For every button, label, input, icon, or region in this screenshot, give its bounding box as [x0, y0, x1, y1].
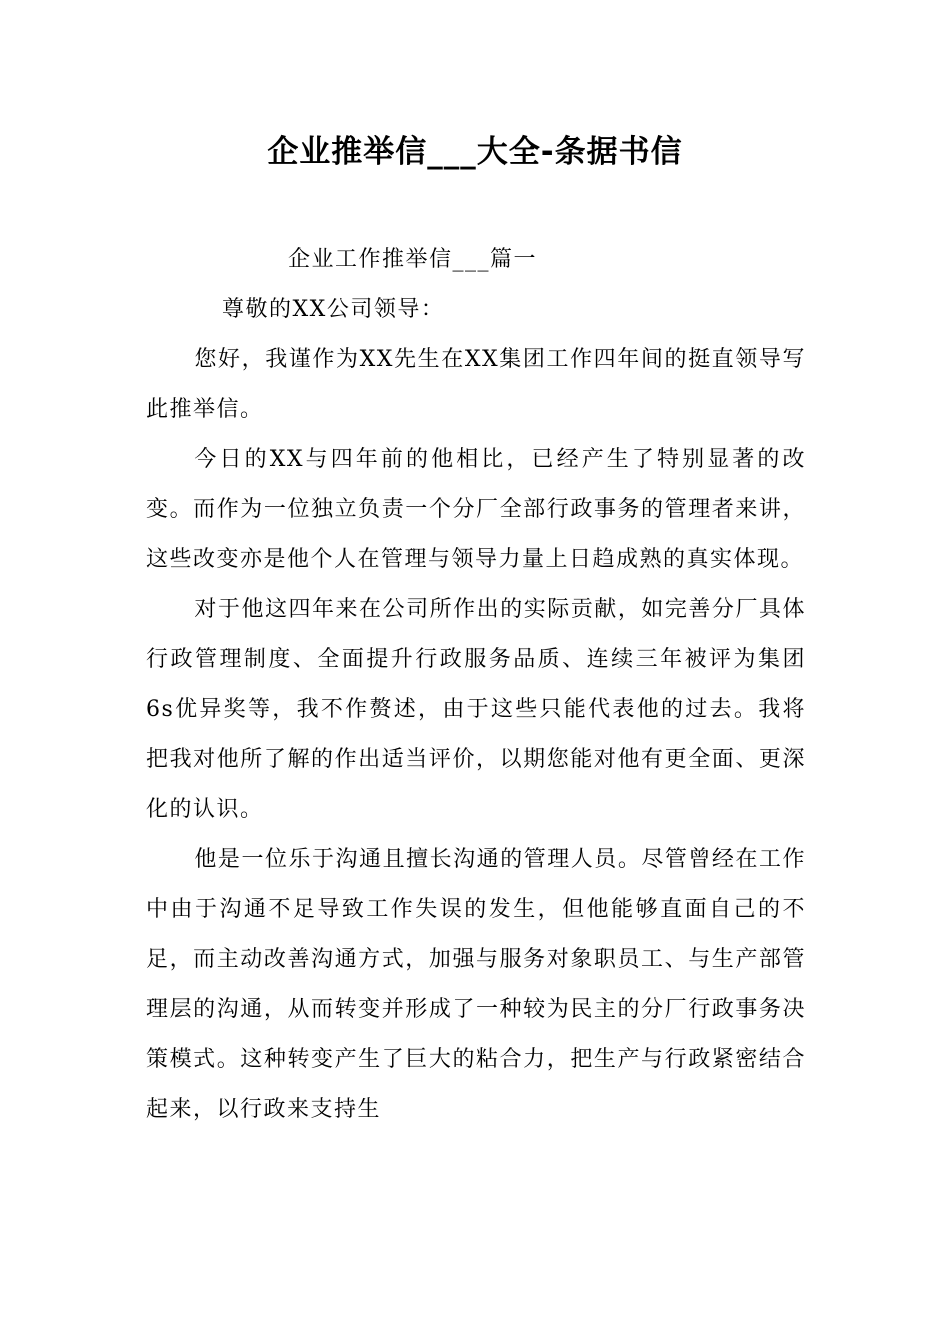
salutation: 尊敬的XX公司领导：	[222, 297, 445, 322]
document-title: 企业推举信___大全-条据书信	[267, 134, 683, 170]
paragraph-greeting: 您好，我谨作为XX先生在XX集团工作四年间的挺直领导写此推举信。	[146, 347, 806, 422]
paragraph-communication: 他是一位乐于沟通且擅长沟通的管理人员。尽管曾经在工作中由于沟通不足导致工作失误的发生，但他能够直面自己的不足，而主动改善沟通方式，加强与服务对象职员工、与生产部管理层的沟通，从而转变并形成了一种较为民主的分厂行政事务决策模式。这种转变产生了巨大的粘合力，把生产与行政紧密结合起来，以行政来支持生	[146, 847, 806, 1122]
paragraph-contribution: 对于他这四年来在公司所作出的实际贡献，如完善分厂具体行政管理制度、全面提升行政服务品质、连续三年被评为集团6s优异奖等，我不作赘述，由于这些只能代表他的过去。我将把我对他所了解的作出适当评价，以期您能对他有更全面、更深化的认识。	[146, 597, 806, 822]
paragraph-change: 今日的XX与四年前的他相比，已经产生了特别显著的改变。而作为一位独立负责一个分厂全部行政事务的管理者来讲，这些改变亦是他个人在管理与领导力量上日趋成熟的真实体现。	[146, 447, 806, 572]
section-subtitle: 企业工作推举信___篇一	[288, 247, 538, 272]
document-body	[146, 235, 806, 1135]
